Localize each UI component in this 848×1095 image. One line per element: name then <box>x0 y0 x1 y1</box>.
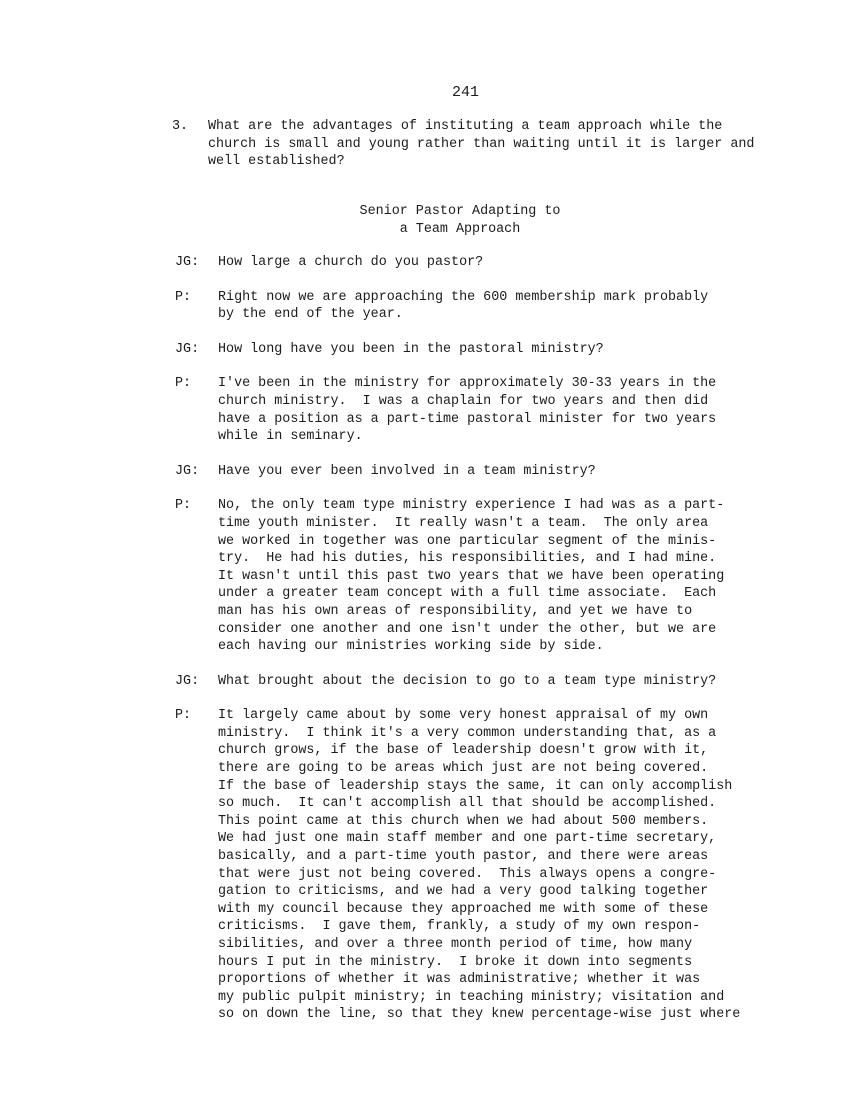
section-heading <box>300 203 620 238</box>
transcript-entry <box>175 497 785 655</box>
text-line: with my council because they approached me with some of these <box>218 901 709 917</box>
text-line: It largely came about by some very honest appraisal of my own <box>218 708 709 724</box>
question-text: What are the advantages of instituting a team approach while the church is small and young rather than waiting until it is larger and well established? <box>208 119 755 170</box>
question-number: 3. <box>172 119 189 134</box>
text-line: How long have you been in the pastoral ministry? <box>218 341 604 357</box>
speaker-text <box>218 375 778 445</box>
text-line: each having our ministries working side by side. <box>218 639 604 655</box>
section-heading-line-1: Senior Pastor Adapting to <box>359 204 561 219</box>
speaker-text <box>218 497 778 655</box>
transcript-entry <box>175 673 785 691</box>
section-heading-line-2: a Team Approach <box>399 221 521 237</box>
text-line: It wasn't until this past two years that we have been operating <box>218 568 725 584</box>
text-line: that were just not being covered. This always opens a congre- <box>218 866 717 882</box>
text-line: gation to criticisms, and we had a very good talking together <box>218 884 709 900</box>
text-line: No, the only team type ministry experience I had was as a part- <box>218 498 725 514</box>
text-line: If the base of leadership stays the same, it can only accomplish <box>218 778 733 794</box>
text-line: by the end of the year. <box>218 307 403 323</box>
speaker-text <box>218 707 778 1024</box>
text-line: sibilities, and over a three month period of time, how many <box>218 937 693 952</box>
discussion-question <box>172 118 772 171</box>
text-line: while in seminary. <box>218 429 363 445</box>
transcript-entry <box>175 463 785 481</box>
interview-transcript <box>175 254 785 1041</box>
text-line: church grows, if the base of leadership doesn't grow with it, <box>218 743 709 759</box>
text-line: consider one another and one isn't under the other, but we are <box>218 621 717 637</box>
text-line: time youth minister. It really wasn't a team. The only area <box>218 515 709 531</box>
text-line: so on down the line, so that they knew percentage-wise just where <box>218 1007 741 1023</box>
text-line: Right now we are approaching the 600 membership mark probably <box>218 289 709 305</box>
text-line: have a position as a part-time pastoral minister for two years <box>218 411 717 427</box>
transcript-entry <box>175 375 785 445</box>
text-line: proportions of whether it was administrative; whether it was <box>218 972 701 988</box>
text-line: Have you ever been involved in a team ministry? <box>218 463 596 479</box>
text-line: we worked in together was one particular segment of the minis- <box>218 533 717 549</box>
transcript-entry <box>175 707 785 1024</box>
speaker-label: JG: <box>175 673 200 689</box>
transcript-entry <box>175 341 785 359</box>
text-line: criticisms. I gave them, frankly, a study of my own respon- <box>218 919 701 935</box>
text-line: How large a church do you pastor? <box>218 255 484 270</box>
text-line: there are going to be areas which just are not being covered. <box>218 761 709 777</box>
speaker-label: JG: <box>175 463 200 479</box>
text-line: basically, and a part-time youth pastor, and there were areas <box>218 849 709 865</box>
text-line: my public pulpit ministry; in teaching ministry; visitation and <box>218 989 725 1005</box>
text-line: This point came at this church when we had about 500 members. <box>218 813 709 829</box>
text-line: hours I put in the ministry. I broke it down into segments <box>218 954 693 970</box>
speaker-text <box>218 341 778 359</box>
speaker-text <box>218 289 778 324</box>
speaker-label: P: <box>175 708 192 724</box>
text-line: I've been in the ministry for approximately 30-33 years in the <box>218 376 717 392</box>
text-line: What brought about the decision to go to a team type ministry? <box>218 673 717 689</box>
speaker-label: JG: <box>175 255 200 270</box>
speaker-label: P: <box>175 376 192 392</box>
text-line: church ministry. I was a chaplain for two years and then did <box>218 393 709 409</box>
speaker-text <box>218 254 778 272</box>
speaker-label: P: <box>175 498 192 514</box>
speaker-text <box>218 463 778 481</box>
text-line: man has his own areas of responsibility, and yet we have to <box>218 603 693 619</box>
speaker-label: P: <box>175 289 192 305</box>
text-line: We had just one main staff member and one part-time secretary, <box>218 831 717 847</box>
speaker-text <box>218 673 778 691</box>
text-line: ministry. I think it's a very common understanding that, as a <box>218 725 717 741</box>
page-number: 241 <box>452 84 480 101</box>
text-line: under a greater team concept with a full time associate. Each <box>218 586 717 602</box>
transcript-entry <box>175 254 785 272</box>
transcript-entry <box>175 289 785 324</box>
speaker-label: JG: <box>175 341 200 357</box>
text-line: try. He had his duties, his responsibilities, and I had mine. <box>218 551 717 567</box>
text-line: so much. It can't accomplish all that should be accomplished. <box>218 796 717 812</box>
